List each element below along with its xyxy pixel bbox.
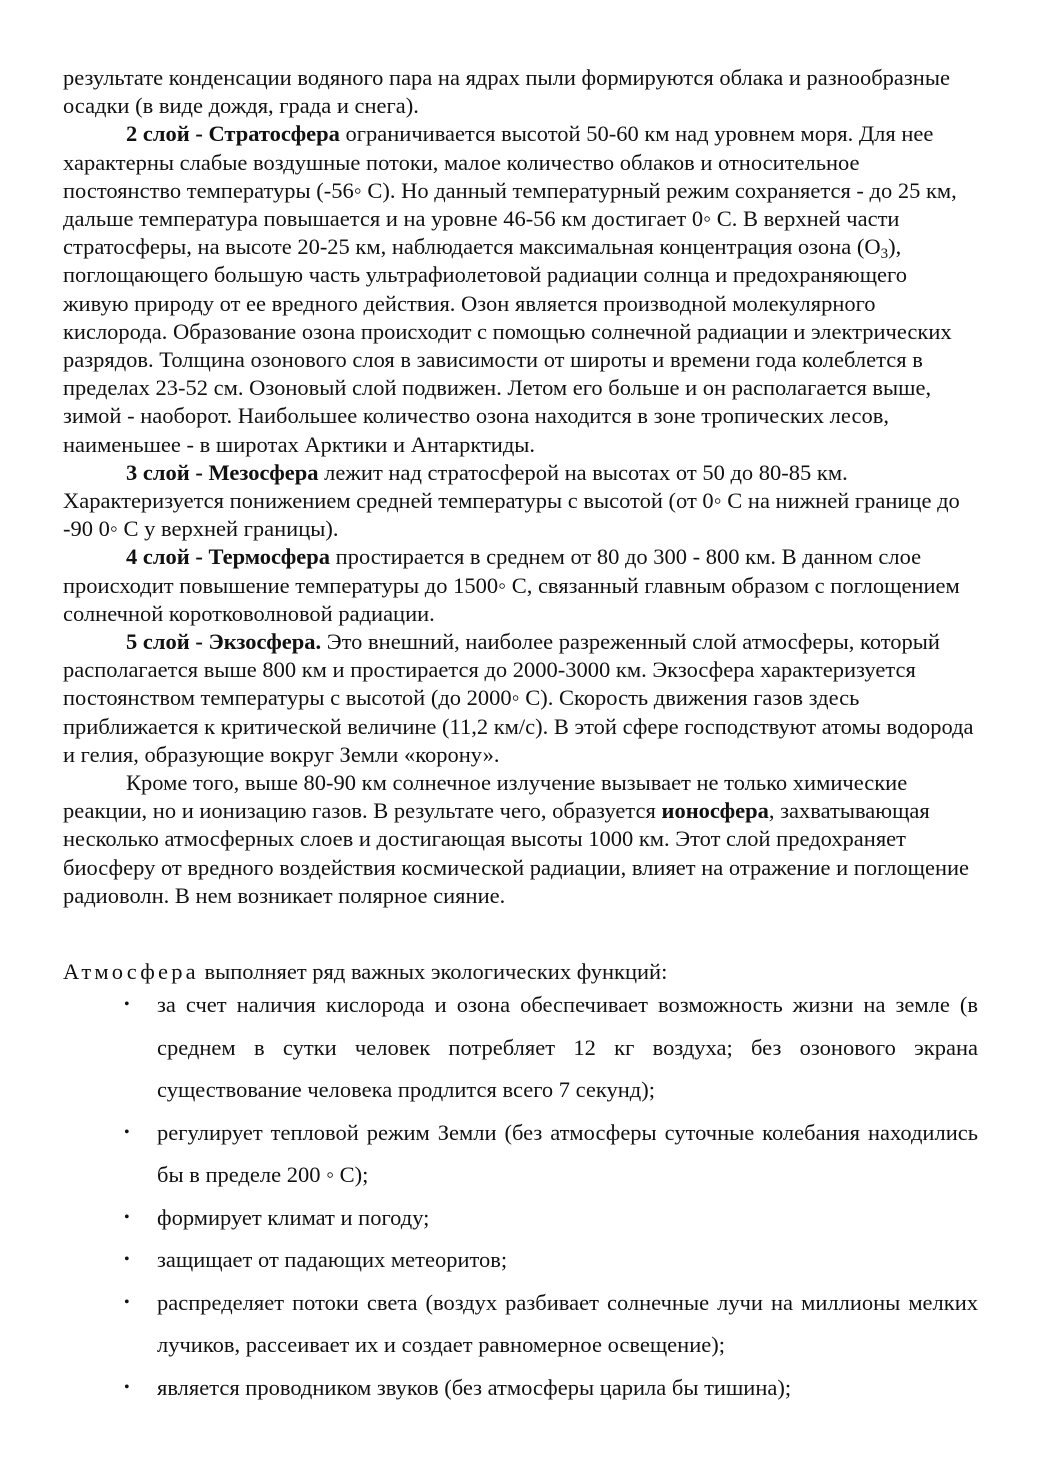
stratosphere-heading: 2 слой - Стратосфера: [126, 121, 340, 147]
paragraph-thermosphere: 4 слой - Термосфера простирается в среднем от 80 до 300 - 800 км. В данном слое происходит повышение температуры до 1500◦ С, связанный главным образом с поглощением солнечной коротковолновой радиации.: [63, 544, 960, 626]
bullet-icon: •: [124, 1251, 130, 1268]
list-item: • за счет наличия кислорода и озона обеспечивает возможность жизни на земле (в среднем в сутки человек потребляет 12 кг воздуха; без озонового экрана существование человека продлится всего 7 секунд);: [63, 984, 978, 1112]
list-item: • регулирует тепловой режим Земли (без атмосферы суточные колебания находились бы в пределе 200 ◦ С);: [63, 1112, 978, 1197]
thermosphere-heading: 4 слой - Термосфера: [126, 544, 331, 570]
paragraph-exosphere: 5 слой - Экзосфера. Это внешний, наиболее разреженный слой атмосферы, который располагается выше 800 км и простирается до 2000-3000 км. Экзосфера характеризуется постоянством температуры с высотой (до 2000◦ С). Скорость движения газов здесь приближается к критической величине (11,2 км/с). В этой сфере господствуют атомы водорода и гелия, образующие вокруг Земли «корону».: [63, 629, 974, 767]
bullet-icon: •: [124, 1123, 130, 1141]
list-item: • формирует климат и погоду;: [63, 1197, 978, 1240]
list-item: • является проводником звуков (без атмосферы царила бы тишина);: [63, 1367, 978, 1410]
ionosphere-term: ионосфера: [661, 798, 769, 824]
paragraph-continuation: результате конденсации водяного пара на ядрах пыли формируются облака и разнообразные осадки (в виде дождя, града и снега).: [63, 65, 950, 119]
mesosphere-heading: 3 слой - Мезосфера: [126, 459, 319, 485]
bullet-icon: •: [124, 1378, 130, 1396]
list-item: • распределяет потоки света (воздух разбивает солнечные лучи на миллионы мелких лучиков, рассеивает их и создает равномерное освещение);: [63, 1282, 978, 1367]
ozone-subscript: 3: [880, 246, 889, 263]
document-body: [63, 64, 978, 910]
paragraph-stratosphere: 2 слой - Стратосфера ограничивается высотой 50-60 км над уровнем моря. Для нее характерны слабые воздушные потоки, малое количество облаков и относительное постоянство температуры (-56◦ С). Но данный температурный режим сохраняется - до 25 км, дальше температура повышается и на уровне 46-56 км достигает 0◦ С. В верхней части стратосферы, на высоте 20-25 км, наблюдается максимальная концентрация озона $(О_3)$, поглощающего большую часть ультрафиолетовой радиации солнца и предохраняющего живую природу от ее вредного действия. Озон является производной молекулярного кислорода. Образование озона происходит с помощью солнечной радиации и электрических разрядов. Толщина озонового слоя в зависимости от широты и времени года колеблется в пределах 23-52 см. Озоновый слой подвижен. Летом его больше и он располагается выше, зимой - наоборот. Наибольшее количество озона находится в зоне тропических лесов, наименьшее - в широтах Арктики и Антарктиды.: [63, 121, 957, 457]
bullet-icon: •: [124, 1293, 130, 1311]
paragraph-ionosphere: Кроме того, выше 80-90 км солнечное излучение вызывает не только химические реакции, но и ионизацию газов. В результате чего, образуется ионосфера, захватывающая несколько атмосферных слоев и достигающая высоты 1000 км. Этот слой предохраняет биосферу от вредного воздействия космической радиации, влияет на отражение и поглощение радиоволн. В нем возникает полярное сияние.: [63, 770, 970, 908]
list-item: • защищает от падающих метеоритов;: [63, 1239, 978, 1282]
paragraph-mesosphere: 3 слой - Мезосфера лежит над стратосферой на высотах от 50 до 80-85 км. Характеризуется понижением средней температуры с высотой (от 0◦ С на нижней границе до -90 0◦ С у верхней границы).: [63, 459, 960, 542]
functions-intro: Атмосфера выполняет ряд важных экологических функций:: [63, 959, 668, 984]
functions-list: [63, 984, 978, 1409]
atmosphere-spaced-term: Атмосфера: [63, 959, 199, 984]
bullet-icon: •: [124, 996, 130, 1013]
exosphere-heading: 5 слой - Экзосфера.: [126, 629, 322, 655]
bullet-icon: •: [124, 1208, 130, 1226]
